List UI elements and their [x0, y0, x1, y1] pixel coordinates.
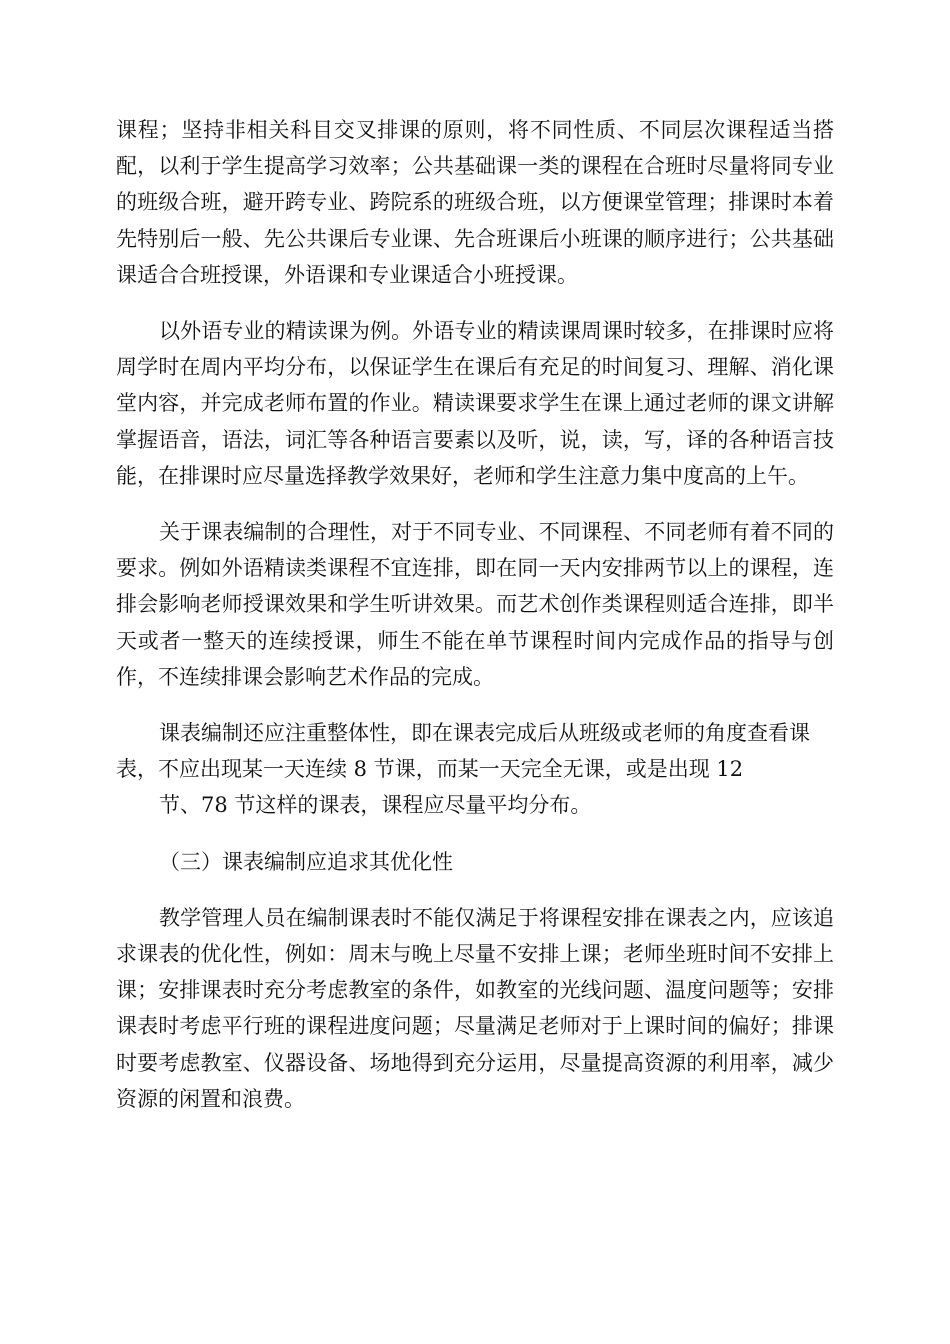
paragraph-foreign-language-example: 以外语专业的精读课为例。外语专业的精读课周课时较多，在排课时应将周学时在周内平均分布，以保证学生在课后有充足的时间复习、理解、消化课堂内容，并完成老师布置的作业。精读课要求学生在课上通过老师的课文讲解掌握语音，语法，词汇等各种语言要素以及听，说，读，写，译的各种语言技能，在排课时应尽量选择教学效果好，老师和学生注意力集中度高的上午。	[116, 319, 834, 488]
section-heading-optimization: （三）课表编制应追求其优化性	[159, 849, 453, 874]
paragraph-optimization: 教学管理人员在编制课表时不能仅满足于将课程安排在课表之内，应该追求课表的优化性，例如：周末与晚上尽量不安排上课；老师坐班时间不安排上课；安排课表时充分考虑教室的条件，如教室的光线问题、温度问题等；安排课表时考虑平行班的课程进度问题；尽量满足老师对于上课时间的偏好；排课时要考虑教室、仪器设备、场地得到充分运用，尽量提高资源的利用率，减少资源的闲置和浪费。	[116, 905, 834, 1111]
document-page	[116, 112, 834, 1137]
paragraph-rationality: 关于课表编制的合理性，对于不同专业、不同课程、不同老师有着不同的要求。例如外语精读类课程不宜连排，即在同一天内安排两节以上的课程，连排会影响老师授课效果和学生听讲效果。而艺术创作类课程则适合连排，即半天或者一整天的连续授课，师生不能在单节课程时间内完成作品的指导与创作，不连续排课会影响艺术作品的完成。	[116, 520, 834, 689]
paragraph-course-principles: 课程；坚持非相关科目交叉排课的原则，将不同性质、不同层次课程适当搭配，以利于学生提高学习效率；公共基础课一类的课程在合班时尽量将同专业的班级合班，避开跨专业、跨院系的班级合班，以方便课堂管理；排课时本着先特别后一般、先公共课后专业课、先合班课后小班课的顺序进行；公共基础课适合合班授课，外语课和专业课适合小班授课。	[116, 118, 834, 287]
paragraph-integrity-line-1: 课表编制还应注重整体性，即在课表完成后从班级或老师的角度查看课表，不应出现某一天连续 8 节课，而某一天完全无课，或是出现 12	[116, 721, 810, 782]
paragraph-integrity-line-2: 节、78 节这样的课表，课程应尽量平均分布。	[159, 793, 592, 818]
paragraph-integrity	[116, 715, 834, 824]
